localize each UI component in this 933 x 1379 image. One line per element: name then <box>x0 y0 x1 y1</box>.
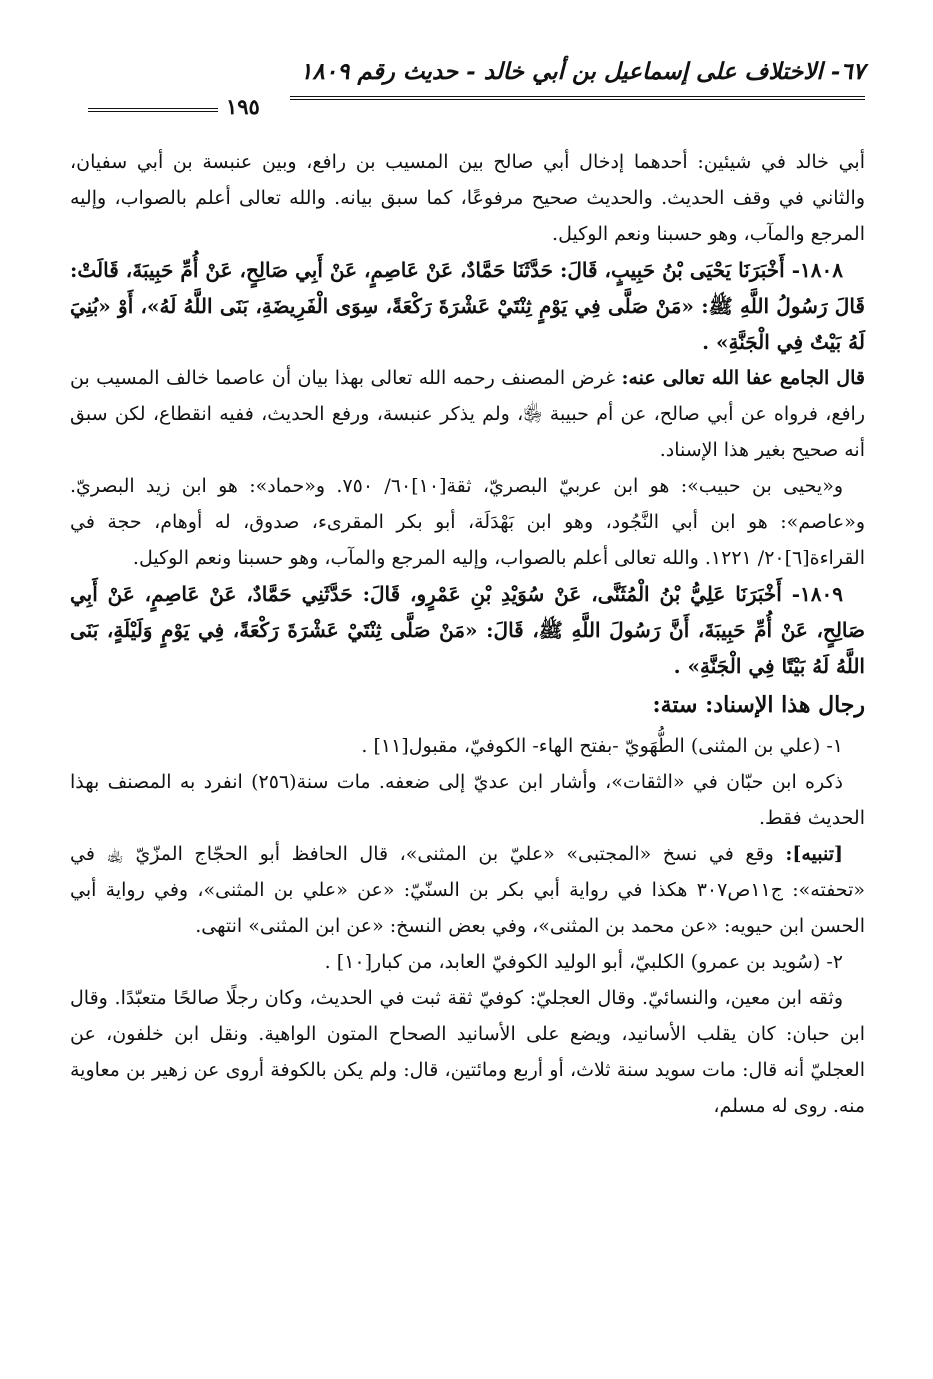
page-header <box>70 50 865 119</box>
paragraph-narrators-1808: و«يحيى بن حبيب»: هو ابن عربيّ البصريّ، ثقة[١٠]٦٠/ ٧٥٠. و«حماد»: هو ابن زيد البصريّ. و«عاصم»: هو ابن أبي النَّجُود، وهو ابن بَهْدَلَة، أبو بكر المقرىء، صدوق، له أوهام، حجة في القراءة[٦]٢٠/ ١٢٢١. والله تعالى أعلم بالصواب، وإليه المرجع والمآب، وهو حسبنا ونعم الوكيل. <box>70 475 865 569</box>
narrator-1-heading: ١- (علي بن المثنى) الطُّهَويّ -بفتح الهاء- الكوفيّ، مقبول[١١] . <box>361 735 843 757</box>
header-rule <box>290 96 865 100</box>
section-heading-narrators: رجال هذا الإسناد: ستة: <box>652 692 865 718</box>
narrator-2-heading: ٢- (سُويد بن عمرو) الكلبيّ، أبو الوليد الكوفيّ العابد، من كبار[١٠] . <box>324 951 843 973</box>
paragraph-compiler-note <box>70 360 865 468</box>
paragraph-intro: أبي خالد في شيئين: أحدهما إدخال أبي صالح بين المسيب بن رافع، وبين عنبسة بن أبي سفيان، والثاني في وقف الحديث. والحديث صحيح مرفوعًا، كما سبق بيانه. والله تعالى أعلم بالصواب، وإليه المرجع والمآب، وهو حسبنا ونعم الوكيل. <box>70 151 865 245</box>
note-text: وقع في نسخ «المجتبى» «عليّ بن المثنى»، قال الحافظ أبو الحجّاج المزّيّ ﵀ في «تحفته»: ج١١ص٣٠٧ هكذا في رواية أبي بكر بن السنّيّ: «عن «علي بن المثنى»، وفي رواية أبي الحسن ابن حيويه: «عن محمد بن المثنى»، وفي بعض النسخ: «عن ابن المثنى» انتهى. <box>70 843 865 937</box>
page-number: ١٩٥ <box>220 94 266 119</box>
narrator-1-details: ذكره ابن حبّان في «الثقات»، وأشار ابن عديّ إلى ضعفه. مات سنة(٢٥٦) انفرد به المصنف بهذا الحديث فقط. <box>70 771 865 829</box>
compiler-note-lead: قال الجامع عفا الله تعالى عنه: <box>621 367 865 389</box>
compiler-note-text: غرض المصنف رحمه الله تعالى بهذا بيان أن عاصما خالف المسيب بن رافع، فرواه عن أبي صالح، عن أم حبيبة ﵂، ولم يذكر عنبسة، ورفع الحديث، ففيه انقطاع، لكن سبق أنه صحيح بغير هذا الإسناد. <box>70 367 865 461</box>
running-title: ٦٧- الاختلاف على إسماعيل بن أبي خالد - حديث رقم ١٨٠٩ <box>300 58 865 85</box>
hadith-1808: ١٨٠٨- أَخْبَرَنَا يَحْيَى بْنُ حَبِيبٍ، قَالَ: حَدَّثَنَا حَمَّادٌ، عَنْ عَاصِمٍ، عَنْ أَبِي صَالِحٍ، عَنْ أُمِّ حَبِيبَةَ، قَالَتْ: قَالَ رَسُولُ اللَّهِ ﷺ: «مَنْ صَلَّى فِي يَوْمٍ ثِنْتَيْ عَشْرَةَ رَكْعَةً، سِوَى الْفَرِيضَةِ، بَنَى اللَّهُ لَهُ»، أَوْ «بُنِيَ لَهُ بَيْتٌ فِي الْجَنَّةِ» . <box>70 258 865 354</box>
hadith-1809: ١٨٠٩- أَخْبَرَنَا عَلِيُّ بْنُ الْمُثَنَّى، عَنْ سُوَيْدِ بْنِ عَمْرٍو، قَالَ: حَدَّثَنِي حَمَّادٌ، عَنْ عَاصِمٍ، عَنْ أَبِي صَالِحٍ، عَنْ أُمِّ حَبِيبَةَ، أَنَّ رَسُولَ اللَّهِ ﷺ، قَالَ: «مَنْ صَلَّى ثِنْتَيْ عَشْرَةَ رَكْعَةً، فِي يَوْمٍ وَلَيْلَةٍ، بَنَى اللَّهُ لَهُ بَيْتًا فِي الْجَنَّةِ» . <box>70 582 865 678</box>
page-number-rule <box>88 108 218 112</box>
document-page <box>70 50 865 1350</box>
body-text <box>70 144 865 1124</box>
note-lead: [تنبيه]: <box>785 843 843 865</box>
paragraph-note <box>70 836 865 944</box>
narrator-2-details: وثقه ابن معين، والنسائيّ. وقال العجليّ: كوفيّ ثقة ثبت في الحديث، وكان رجلًا صالحًا متعبّدًا. وقال ابن حبان: كان يقلب الأسانيد، ويضع على الأسانيد الصحاح المتون الواهية. ونقل ابن خلفون، عن العجليّ أنه قال: مات سويد سنة ثلاث، أو أربع ومائتين، قال: ولم يكن بالكوفة أروى عن زهير بن معاوية منه. روى له مسلم، <box>70 987 865 1117</box>
